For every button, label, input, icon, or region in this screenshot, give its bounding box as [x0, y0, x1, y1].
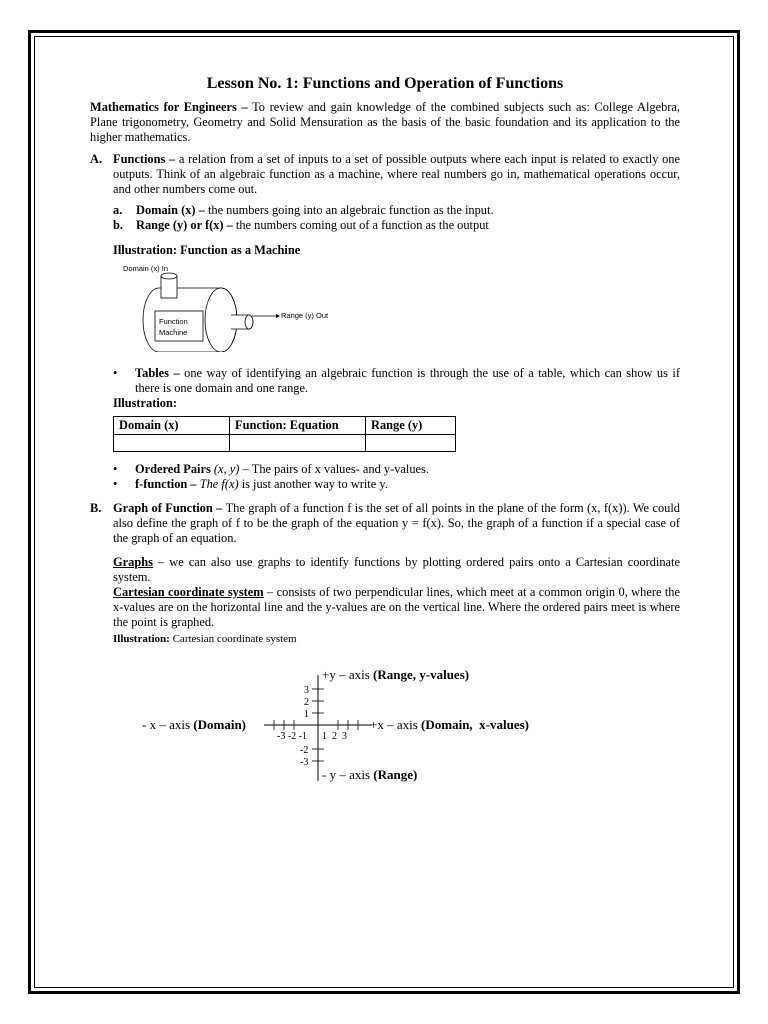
section-b-letter: B.: [90, 501, 102, 515]
tables-bullet: [113, 366, 680, 396]
neg-y-axis-label: [322, 767, 417, 782]
document-content: [90, 70, 680, 787]
item-range-text: the numbers coming out of a function as the output: [232, 218, 489, 232]
y-tick-label: -3: [300, 757, 309, 768]
table-header-cell: Function: Equation: [230, 417, 366, 435]
graphs-paragraph: [113, 555, 680, 585]
machine-output-arrowhead: [276, 314, 280, 318]
bullet-dot: •: [113, 462, 118, 476]
machine-domain-label: Domain (x) In: [123, 264, 169, 273]
neg-x-axis-plain: - x – axis: [142, 717, 194, 732]
pos-y-axis-label: [322, 667, 469, 682]
machine-label-line1: Function: [159, 317, 188, 326]
bullet-dot: •: [113, 477, 118, 491]
cartesian-text: – consists of two perpendicular lines, which meet at a common origin 0, where the x-values are on the horizontal line and the y-values are on the vertical line. Where the ordered pairs meet is where the point is graphed.: [113, 585, 680, 629]
domain-range-table: [113, 416, 456, 452]
f-function-mid: The f(x): [196, 477, 242, 491]
table-header-cell: Range (y): [366, 417, 456, 435]
neg-x-axis-bold: (Domain): [193, 717, 246, 732]
pos-y-axis-bold: (Range, y-values): [373, 667, 470, 682]
page-title: Lesson No. 1: Functions and Operation of Functions: [206, 75, 564, 92]
ordered-pairs-text: The pairs of x values- and y-values.: [251, 462, 429, 476]
item-range-letter: b.: [113, 218, 123, 232]
section-a-text: a relation from a set of inputs to a set of possible outputs where each input is related to exactly one outputs. Think of an algebraic function as a machine, where real numbers go in, mathematical operations occur, and other numbers come out.: [113, 152, 681, 196]
pos-x-axis-plain: +x – axis: [370, 717, 422, 732]
cartesian-lead: Cartesian coordinate system: [113, 585, 264, 599]
bullet-dot: •: [113, 366, 118, 380]
intro-text: To review and gain knowledge of the combined subjects such as: College Algebra, Plane trigonometry, Geometry and Solid Mensuration as the basis of the basic foundation and its application to the higher mathematics.: [90, 100, 681, 144]
pos-y-axis-plain: +y – axis: [322, 667, 374, 682]
ordered-pairs-bullet: [113, 462, 680, 477]
section-a-lead: Functions –: [113, 152, 176, 166]
section-b: [90, 501, 680, 546]
table-cell: [114, 435, 230, 452]
item-range-lead: Range (y) or f(x) –: [136, 218, 233, 232]
y-tick-label: 3: [304, 685, 309, 696]
machine-illustration-title: Illustration: Function as a Machine: [113, 243, 301, 257]
section-b-text: The graph of a function f is the set of all points in the plane of the form (x, f(x)). We could also define the graph of f to be the graph of the equation y = f(x). So, the graph of a function if a special case of the graph of an equation.: [113, 501, 680, 545]
pos-x-axis-bold: (Domain, x-values): [421, 717, 529, 732]
x-tick-labels-pos: 1 2 3: [322, 731, 347, 742]
section-a: [90, 152, 680, 197]
machine-output-tube-end: [245, 315, 253, 329]
f-function-text: is just another way to write y.: [241, 477, 388, 491]
tables-lead: Tables –: [135, 366, 180, 380]
table-header-row: [114, 417, 456, 435]
f-function-bullet: [113, 477, 680, 492]
item-domain-lead: Domain (x) –: [136, 203, 205, 217]
x-tick-labels-neg: -3 -2 -1: [277, 731, 307, 742]
y-tick-label: 1: [304, 709, 309, 720]
neg-y-axis-plain: - y – axis: [322, 767, 374, 782]
machine-range-label: Range (y) Out: [281, 311, 329, 320]
item-range: [113, 218, 680, 233]
table-illustration-label: Illustration:: [113, 396, 178, 410]
table-cell: [366, 435, 456, 452]
f-function-lead: f-function –: [135, 477, 197, 491]
cartesian-illustration-lead: Illustration:: [113, 633, 170, 645]
neg-y-axis-bold: (Range): [373, 767, 418, 782]
item-domain-text: the numbers going into an algebraic function as the input.: [204, 203, 494, 217]
cartesian-illustration-text: Cartesian coordinate system: [169, 633, 297, 645]
machine-input-tube-top: [161, 273, 177, 279]
graphs-lead: Graphs: [113, 555, 153, 569]
cartesian-illustration-caption: [113, 632, 680, 647]
item-domain-letter: a.: [113, 203, 123, 217]
section-b-lead: Graph of Function –: [113, 501, 223, 515]
tables-text: one way of identifying an algebraic function is through the use of a table, which can show us if there is one domain and one range.: [135, 366, 680, 395]
function-machine-diagram: [121, 262, 351, 352]
y-tick-label: -2: [300, 745, 309, 756]
pos-x-axis-label: [370, 717, 529, 732]
table-header-cell: Domain (x): [114, 417, 230, 435]
intro-lead: Mathematics for Engineers –: [90, 100, 248, 114]
table-cell: [230, 435, 366, 452]
y-tick-label: 2: [304, 697, 309, 708]
item-domain: [113, 203, 680, 218]
intro-paragraph: [90, 100, 680, 145]
ordered-pairs-lead: Ordered Pairs: [135, 462, 211, 476]
section-a-letter: A.: [90, 152, 103, 166]
graphs-text: – we can also use graphs to identify functions by plotting ordered pairs onto a Cartesian coordinate system.: [113, 555, 680, 584]
cartesian-paragraph: [113, 585, 680, 630]
ordered-pairs-mid: (x, y) –: [210, 462, 252, 476]
cartesian-diagram: [90, 657, 680, 787]
neg-x-axis-label: [142, 717, 246, 732]
machine-label-line2: Machine: [159, 328, 188, 337]
table-row: [114, 435, 456, 452]
